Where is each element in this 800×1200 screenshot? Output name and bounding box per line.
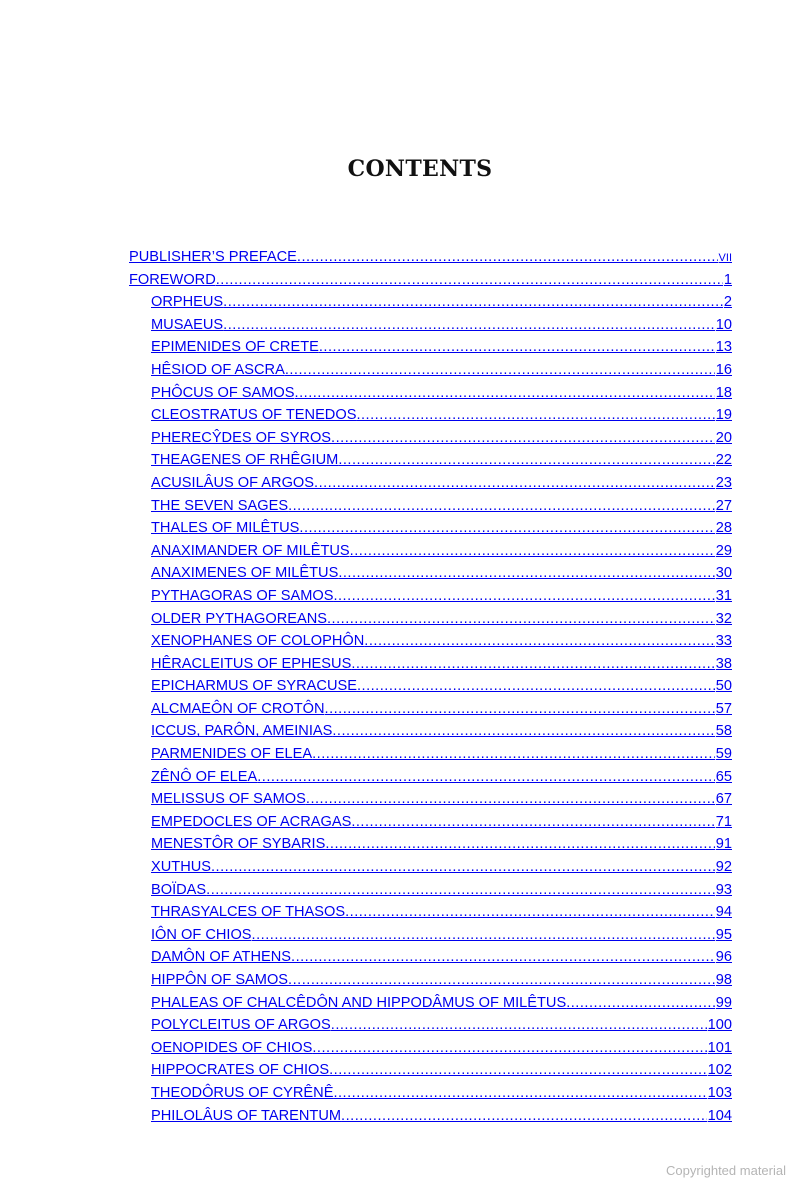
toc-entry[interactable] — [129, 336, 732, 359]
table-of-contents — [129, 246, 732, 1127]
toc-entry[interactable] — [129, 449, 732, 472]
toc-entry[interactable] — [129, 766, 732, 789]
toc-entry[interactable] — [129, 382, 732, 405]
toc-dot-leader — [357, 675, 715, 698]
toc-entry-title: ANAXIMENES OF MILÊTUS — [151, 565, 339, 582]
toc-page-number: 33 — [715, 633, 732, 650]
toc-entry-title: ORPHEUS — [151, 294, 224, 311]
toc-page-number: 65 — [715, 768, 732, 785]
toc-page-number: 99 — [715, 994, 732, 1011]
toc-page-number: 2 — [723, 294, 732, 311]
toc-page-number: 96 — [715, 949, 732, 966]
toc-dot-leader — [297, 246, 718, 269]
toc-entry-title: MENESTÔR OF SYBARIS — [151, 836, 326, 853]
toc-entry[interactable] — [129, 1059, 732, 1082]
toc-dot-leader — [206, 879, 715, 902]
toc-entry[interactable] — [129, 608, 732, 631]
toc-entry[interactable] — [129, 969, 732, 992]
toc-entry[interactable] — [129, 291, 732, 314]
toc-dot-leader — [295, 382, 715, 405]
toc-dot-leader — [257, 766, 715, 789]
toc-entry[interactable] — [129, 833, 732, 856]
toc-page-number: 23 — [715, 474, 732, 491]
toc-dot-leader — [331, 1014, 707, 1037]
toc-entry-title: THALES OF MILÊTUS — [151, 520, 300, 537]
toc-entry[interactable] — [129, 495, 732, 518]
toc-entry-title: BOÏDAS — [151, 881, 207, 898]
toc-entry[interactable] — [129, 811, 732, 834]
toc-entry[interactable] — [129, 404, 732, 427]
toc-entry-title: HÊRACLEITUS OF EPHESUS — [151, 655, 352, 672]
toc-page-number: 98 — [715, 972, 732, 988]
toc-entry[interactable] — [129, 675, 732, 698]
toc-entry-title: THRASYALCES OF THASOS — [151, 904, 346, 921]
toc-entry-title: PHERECŶDES OF SYROS — [151, 429, 332, 446]
toc-dot-leader — [333, 585, 714, 608]
toc-entry[interactable] — [129, 946, 732, 969]
toc-page-number: 30 — [715, 565, 732, 582]
toc-entry[interactable] — [129, 562, 732, 585]
toc-entry[interactable] — [129, 314, 732, 337]
toc-dot-leader — [325, 833, 714, 856]
toc-entry[interactable] — [129, 879, 732, 902]
toc-entry-title: CLEOSTRATUS OF TENEDOS — [151, 407, 357, 424]
toc-page-number: 1 — [723, 271, 732, 288]
toc-dot-leader — [285, 359, 715, 382]
toc-entry-title: HIPPÔN OF SAMOS — [151, 972, 289, 988]
toc-entry[interactable] — [129, 856, 732, 879]
toc-entry-title: XENOPHANES OF COLOPHÔN — [151, 633, 365, 650]
toc-dot-leader — [216, 269, 723, 292]
toc-entry-title: MELISSUS OF SAMOS — [151, 791, 306, 808]
toc-dot-leader — [319, 336, 715, 359]
toc-dot-leader — [364, 630, 714, 653]
toc-page-number: 67 — [715, 791, 732, 808]
toc-entry[interactable] — [129, 720, 732, 743]
toc-dot-leader — [345, 901, 715, 924]
toc-dot-leader — [223, 291, 723, 314]
toc-page-number: 10 — [715, 316, 732, 333]
toc-entry-title: THEAGENES OF RHÊGIUM — [151, 452, 339, 469]
toc-page-number: 20 — [715, 429, 732, 446]
toc-dot-leader — [351, 811, 714, 834]
toc-page-number: 91 — [715, 836, 732, 853]
toc-page-number: 57 — [715, 700, 732, 717]
toc-dot-leader — [327, 608, 715, 631]
toc-page-number: 27 — [715, 497, 732, 514]
toc-page-number: 103 — [707, 1084, 732, 1101]
toc-entry-title: PHALEAS OF CHALCÊDÔN AND HIPPODÂMUS OF MILÊTUS — [151, 994, 567, 1011]
toc-page-number: 22 — [715, 452, 732, 469]
toc-page-number: 95 — [715, 926, 732, 943]
toc-entry-title: EPIMENIDES OF CRETE — [151, 339, 319, 356]
toc-page-number: 28 — [715, 520, 732, 537]
toc-dot-leader — [299, 517, 714, 540]
toc-entry-title: ANAXIMANDER OF MILÊTUS — [151, 542, 350, 559]
toc-entry[interactable] — [129, 246, 732, 269]
toc-entry[interactable] — [129, 992, 732, 1015]
toc-dot-leader — [291, 946, 715, 969]
toc-page-number: VII — [718, 252, 732, 264]
toc-dot-leader — [351, 653, 714, 676]
toc-page-number: 16 — [715, 361, 732, 378]
toc-dot-leader — [288, 495, 715, 518]
toc-page-number: 19 — [715, 407, 732, 424]
toc-entry[interactable] — [129, 269, 732, 292]
toc-page-number: 50 — [715, 678, 732, 695]
toc-entry-title: PYTHAGORAS OF SAMOS — [151, 587, 334, 604]
copyright-watermark: Copyrighted material — [666, 1163, 786, 1178]
toc-entry-title: POLYCLEITUS OF ARGOS — [151, 1017, 331, 1034]
page-title: CONTENTS — [347, 156, 493, 182]
toc-dot-leader — [252, 924, 715, 947]
toc-dot-leader — [312, 1037, 706, 1060]
toc-entry[interactable] — [129, 517, 732, 540]
toc-entry[interactable] — [129, 1037, 732, 1060]
toc-entry-title: MUSAEUS — [151, 316, 224, 333]
toc-dot-leader — [566, 992, 715, 1015]
toc-entry[interactable] — [129, 924, 732, 947]
toc-page-number: 32 — [715, 610, 732, 627]
toc-dot-leader — [341, 1105, 707, 1128]
toc-dot-leader — [314, 472, 715, 495]
toc-dot-leader — [332, 720, 714, 743]
toc-entry[interactable] — [129, 653, 732, 676]
toc-entry[interactable] — [129, 788, 732, 811]
toc-entry-title: FOREWORD — [129, 271, 216, 288]
toc-page-number: 59 — [715, 746, 732, 763]
toc-dot-leader — [350, 540, 715, 563]
toc-entry[interactable] — [129, 359, 732, 382]
toc-entry-title: PHÔCUS OF SAMOS — [151, 384, 295, 401]
toc-entry-title: ICCUS, PARÔN, AMEINIAS — [151, 723, 333, 740]
toc-entry-title: PUBLISHER’S PREFACE — [129, 249, 297, 265]
toc-dot-leader — [325, 698, 715, 721]
toc-page-number: 104 — [707, 1107, 732, 1124]
toc-entry-title: HÊSIOD OF ASCRA — [151, 361, 285, 378]
toc-entry-title: DAMÔN OF ATHENS — [151, 949, 292, 966]
toc-entry-title: OLDER PYTHAGOREANS — [151, 610, 327, 627]
toc-entry-title: PHILOLÂUS OF TARENTUM — [151, 1107, 342, 1124]
toc-entry-title: OENOPIDES OF CHIOS — [151, 1039, 313, 1056]
toc-entry-title: PARMENIDES OF ELEA — [151, 746, 313, 763]
toc-entry[interactable] — [129, 1082, 732, 1105]
toc-entry[interactable] — [129, 630, 732, 653]
toc-entry[interactable] — [129, 1014, 732, 1037]
toc-page-number: 31 — [715, 587, 732, 604]
toc-page-number: 93 — [715, 881, 732, 898]
toc-page-number: 102 — [707, 1062, 732, 1079]
toc-page-number: 18 — [715, 384, 732, 401]
toc-dot-leader — [329, 1059, 707, 1082]
toc-entry-title: THE SEVEN SAGES — [151, 497, 289, 514]
toc-entry[interactable] — [129, 901, 732, 924]
toc-dot-leader — [331, 427, 715, 450]
toc-page-number: 101 — [707, 1039, 732, 1056]
toc-page-number: 58 — [715, 723, 732, 740]
toc-entry-title: EPICHARMUS OF SYRACUSE — [151, 678, 357, 695]
toc-dot-leader — [223, 314, 715, 337]
toc-entry[interactable] — [129, 743, 732, 766]
toc-dot-leader — [338, 562, 714, 585]
toc-entry[interactable] — [129, 698, 732, 721]
toc-entry[interactable] — [129, 540, 732, 563]
toc-entry-title: ZÊNÔ OF ELEA — [151, 768, 258, 785]
toc-entry-title: IÔN OF CHIOS — [151, 926, 252, 943]
toc-entry[interactable] — [129, 472, 732, 495]
toc-entry[interactable] — [129, 427, 732, 450]
toc-dot-leader — [306, 788, 715, 811]
toc-dot-leader — [211, 856, 715, 879]
toc-entry-title: EMPEDOCLES OF ACRAGAS — [151, 813, 352, 830]
toc-dot-leader — [288, 969, 715, 992]
toc-page-number: 94 — [715, 904, 732, 921]
toc-dot-leader — [338, 449, 714, 472]
toc-page-number: 13 — [715, 339, 732, 356]
toc-dot-leader — [356, 404, 714, 427]
toc-page-number: 38 — [715, 655, 732, 672]
toc-entry-title: THEODÔRUS OF CYRÊNÊ — [151, 1084, 334, 1101]
toc-dot-leader — [312, 743, 715, 766]
toc-dot-leader — [333, 1082, 706, 1105]
toc-entry[interactable] — [129, 1105, 732, 1128]
toc-entry-title: HIPPOCRATES OF CHIOS — [151, 1062, 330, 1079]
toc-page-number: 100 — [707, 1017, 732, 1034]
toc-page-number: 29 — [715, 542, 732, 559]
toc-page-number: 71 — [715, 813, 732, 830]
toc-entry-title: ACUSILÂUS OF ARGOS — [151, 474, 315, 491]
toc-page-number: 92 — [715, 859, 732, 876]
toc-entry[interactable] — [129, 585, 732, 608]
toc-entry-title: XUTHUS — [151, 859, 211, 876]
toc-entry-title: ALCMAEÔN OF CROTÔN — [151, 700, 325, 717]
